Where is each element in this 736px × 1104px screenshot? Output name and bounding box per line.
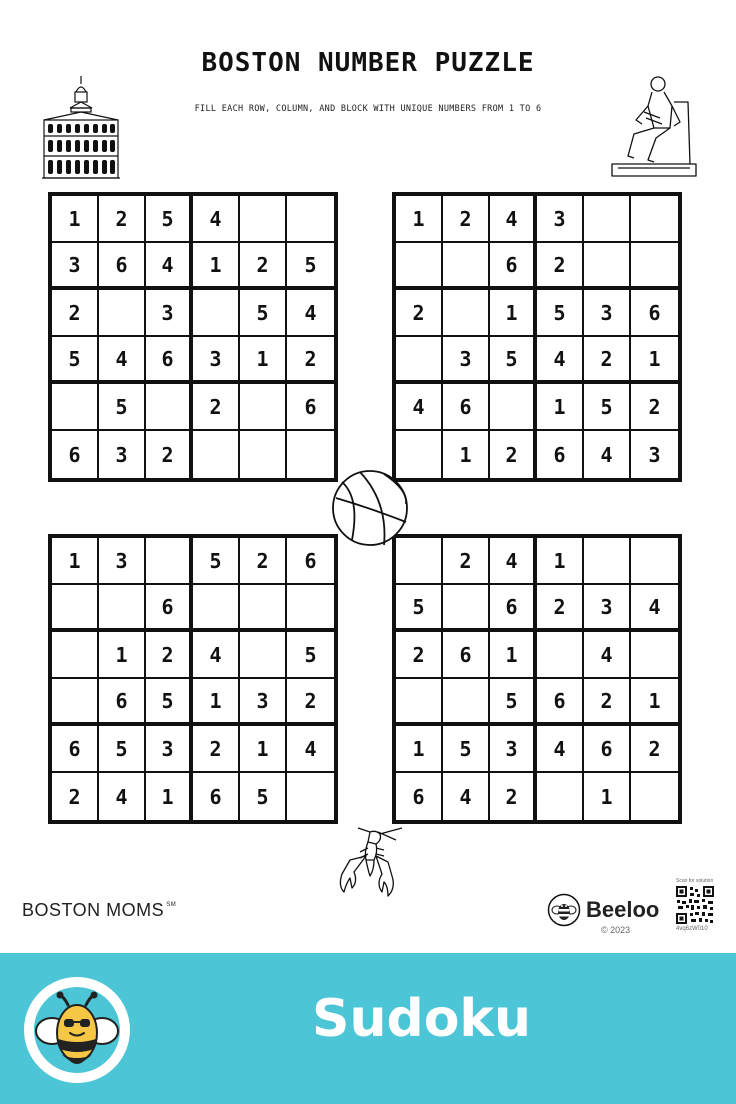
sudoku-cell: 2 — [490, 431, 537, 478]
sudoku-cell: 5 — [287, 632, 334, 679]
sudoku-cell: 2 — [396, 290, 443, 337]
sudoku-cell: 3 — [584, 290, 631, 337]
sudoku-cell: 5 — [99, 384, 146, 431]
sudoku-cell[interactable] — [193, 431, 240, 478]
bee-icon — [22, 975, 132, 1085]
sudoku-cell: 2 — [287, 679, 334, 726]
sudoku-cell[interactable] — [193, 585, 240, 632]
sudoku-cell: 3 — [537, 196, 584, 243]
sudoku-cell: 6 — [537, 679, 584, 726]
sudoku-cell[interactable] — [52, 632, 99, 679]
sudoku-cell: 6 — [443, 632, 490, 679]
sudoku-cell[interactable] — [537, 632, 584, 679]
sudoku-cell: 2 — [52, 773, 99, 820]
sudoku-cell: 1 — [396, 726, 443, 773]
sudoku-grid-top-right — [392, 192, 682, 482]
sudoku-cell: 3 — [648, 442, 661, 467]
sudoku-cell: 2 — [631, 726, 678, 773]
sudoku-cell: 1 — [146, 773, 193, 820]
sudoku-cell[interactable] — [146, 384, 193, 431]
sudoku-cell[interactable] — [240, 196, 287, 243]
sudoku-cell: 6 — [99, 243, 146, 290]
sudoku-cell[interactable] — [443, 243, 490, 290]
sudoku-cell: 4 — [584, 431, 631, 478]
lobster-icon — [330, 826, 410, 908]
sudoku-cell: 1 — [443, 431, 490, 478]
sudoku-cell: 6 — [287, 384, 334, 431]
sudoku-cell: 1 — [99, 632, 146, 679]
sudoku-cell: 2 — [537, 585, 584, 632]
sudoku-cell: 2 — [287, 337, 334, 384]
sudoku-cell: 2 — [240, 538, 287, 585]
sudoku-cell: 1 — [537, 384, 584, 431]
sudoku-cell: 2 — [537, 243, 584, 290]
sudoku-cell: 6 — [287, 538, 334, 585]
sudoku-cell: 5 — [443, 726, 490, 773]
sudoku-cell: 4 — [287, 290, 334, 337]
sudoku-cell: 6 — [584, 726, 631, 773]
sudoku-cell: 1 — [631, 337, 678, 384]
sudoku-cell: 2 — [443, 538, 490, 585]
sudoku-cell[interactable] — [537, 773, 584, 820]
sudoku-cell[interactable] — [443, 679, 490, 726]
sudoku-cell: 2 — [52, 290, 99, 337]
sudoku-cell: 3 — [146, 290, 193, 337]
sudoku-cell: 5 — [537, 290, 584, 337]
sudoku-cell: 1 — [584, 773, 631, 820]
sudoku-cell: 3 — [99, 538, 146, 585]
sudoku-cell: 3 — [99, 431, 146, 478]
sudoku-cell: 5 — [490, 679, 537, 726]
sudoku-grid-bottom-right — [392, 534, 682, 824]
sudoku-cell: 6 — [631, 290, 678, 337]
sudoku-cell[interactable] — [443, 585, 490, 632]
sudoku-cell: 1 — [52, 196, 99, 243]
banner-title: Sudoku — [312, 989, 532, 1049]
sudoku-cell[interactable] — [52, 679, 99, 726]
sudoku-cell[interactable] — [240, 632, 287, 679]
sudoku-cell[interactable] — [443, 290, 490, 337]
sudoku-cell[interactable] — [584, 243, 631, 290]
sudoku-cell[interactable] — [631, 632, 678, 679]
sudoku-cell: 1 — [52, 538, 99, 585]
sudoku-cell[interactable] — [240, 431, 287, 478]
sudoku-cell: 1 — [240, 337, 287, 384]
sudoku-cell: 6 — [537, 431, 584, 478]
sudoku-cell: 3 — [443, 337, 490, 384]
sudoku-cell: 2 — [490, 773, 537, 820]
sudoku-cell: 2 — [396, 632, 443, 679]
qr-code-icon[interactable] — [675, 885, 715, 925]
sudoku-cell[interactable] — [631, 196, 678, 243]
sudoku-cell: 3 — [193, 337, 240, 384]
sudoku-cell: 1 — [631, 679, 678, 726]
sudoku-cell: 1 — [193, 243, 240, 290]
sudoku-grid-top-left — [48, 192, 338, 482]
sudoku-cell: 6 — [193, 773, 240, 820]
sudoku-cell: 1 — [537, 538, 584, 585]
sudoku-cell: 4 — [287, 726, 334, 773]
sudoku-cell[interactable] — [631, 243, 678, 290]
sudoku-cell: 4 — [631, 585, 678, 632]
sudoku-cell[interactable] — [287, 196, 334, 243]
sudoku-cell[interactable] — [396, 337, 443, 384]
sudoku-cell[interactable] — [631, 773, 678, 820]
sudoku-cell: 5 — [396, 585, 443, 632]
sudoku-cell: 4 — [584, 632, 631, 679]
sudoku-cell[interactable] — [99, 290, 146, 337]
sudoku-cell[interactable] — [193, 290, 240, 337]
sudoku-cell: 5 — [240, 290, 287, 337]
sudoku-grid-bottom-left — [48, 534, 338, 824]
sudoku-cell: 5 — [99, 726, 146, 773]
sudoku-banner — [0, 953, 736, 1104]
sudoku-cell: 1 — [240, 726, 287, 773]
sudoku-cell: 4 — [146, 243, 193, 290]
sudoku-cell[interactable] — [52, 585, 99, 632]
sudoku-cell: 1 — [490, 290, 537, 337]
sudoku-cell[interactable] — [396, 679, 443, 726]
sudoku-cell: 5 — [193, 538, 240, 585]
sudoku-cell: 2 — [584, 337, 631, 384]
sudoku-cell: 6 — [99, 679, 146, 726]
sudoku-cell: 4 — [490, 196, 537, 243]
sudoku-cell[interactable] — [584, 196, 631, 243]
sudoku-cell: 2 — [193, 726, 240, 773]
copyright-text: © 2023 — [601, 925, 631, 935]
sudoku-cell: 3 — [146, 726, 193, 773]
sudoku-cell: 2 — [146, 632, 193, 679]
sudoku-cell[interactable] — [287, 585, 334, 632]
sudoku-cell: 4 — [99, 773, 146, 820]
sudoku-cell: 2 — [584, 679, 631, 726]
sudoku-cell: 4 — [193, 632, 240, 679]
sudoku-cell: 4 — [537, 337, 584, 384]
sudoku-cell: 6 — [490, 585, 537, 632]
sudoku-cell: 5 — [584, 384, 631, 431]
sudoku-cell: 2 — [99, 196, 146, 243]
qr-caption: Scan for solution — [676, 878, 714, 884]
sudoku-cell: 6 — [443, 384, 490, 431]
sudoku-cell[interactable] — [396, 243, 443, 290]
sudoku-cell: 5 — [240, 773, 287, 820]
page-title: BOSTON NUMBER PUZZLE — [201, 48, 535, 78]
sudoku-cell: 2 — [193, 384, 240, 431]
sudoku-cell[interactable] — [146, 538, 193, 585]
sudoku-cell: 4 — [99, 337, 146, 384]
sudoku-cell[interactable] — [584, 538, 631, 585]
sudoku-cell[interactable] — [240, 585, 287, 632]
statue-icon — [608, 72, 700, 180]
sudoku-cell: 2 — [146, 431, 193, 478]
sudoku-cell: 3 — [52, 243, 99, 290]
bee-icon — [547, 893, 581, 927]
sudoku-cell: 2 — [240, 243, 287, 290]
sudoku-cell: 4 — [193, 196, 240, 243]
sudoku-cell: 6 — [52, 431, 99, 478]
basketball-icon — [330, 468, 410, 548]
sudoku-cell: 2 — [443, 196, 490, 243]
sudoku-cell: 3 — [490, 726, 537, 773]
sudoku-cell: 2 — [631, 384, 678, 431]
sudoku-cell[interactable] — [287, 773, 334, 820]
boston-moms-logo: BOSTON MOMS ℠ — [22, 900, 177, 920]
page-subtitle: FILL EACH ROW, COLUMN, AND BLOCK WITH UNIQUE NUMBERS FROM 1 TO 6 — [194, 104, 542, 114]
sudoku-cell: 6 — [146, 337, 193, 384]
sudoku-cell[interactable] — [490, 384, 537, 431]
sudoku-cell: 4 — [396, 384, 443, 431]
qr-code-label: 4vq6zW010 — [676, 926, 708, 932]
sudoku-cell: 1 — [490, 632, 537, 679]
sudoku-cell: 3 — [240, 679, 287, 726]
sudoku-cell: 3 — [584, 585, 631, 632]
sudoku-cell: 5 — [490, 337, 537, 384]
sudoku-cell[interactable] — [99, 585, 146, 632]
sudoku-cell: 6 — [490, 243, 537, 290]
sudoku-cell[interactable] — [52, 384, 99, 431]
sudoku-cell: 5 — [146, 679, 193, 726]
sudoku-cell: 5 — [287, 243, 334, 290]
sudoku-cell: 5 — [52, 337, 99, 384]
sudoku-cell: 4 — [537, 726, 584, 773]
sudoku-cell[interactable] — [631, 538, 678, 585]
sudoku-cell: 1 — [193, 679, 240, 726]
sudoku-cell[interactable] — [240, 384, 287, 431]
beeloo-brand-name: Beeloo — [586, 897, 660, 922]
sudoku-cell: 1 — [396, 196, 443, 243]
sudoku-cell: 4 — [443, 773, 490, 820]
sudoku-cell[interactable] — [287, 431, 334, 478]
sudoku-cell: 6 — [146, 585, 193, 632]
sudoku-cell: 6 — [396, 773, 443, 820]
sudoku-cell: 5 — [146, 196, 193, 243]
building-icon — [40, 74, 122, 180]
sudoku-cell: 6 — [52, 726, 99, 773]
sudoku-cell: 4 — [490, 538, 537, 585]
